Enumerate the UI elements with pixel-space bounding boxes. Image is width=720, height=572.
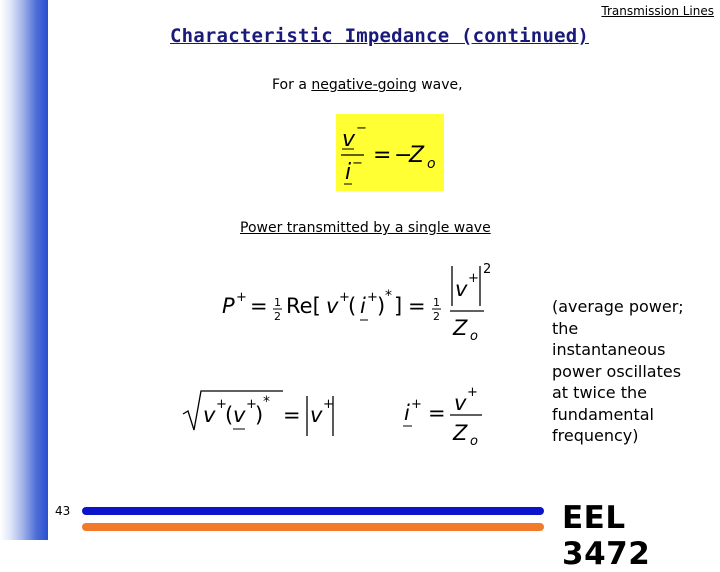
svg-text:2: 2 <box>483 262 492 277</box>
footer-orange-bar <box>82 523 544 531</box>
svg-text:=: = <box>408 294 426 318</box>
page-number: 43 <box>55 504 71 518</box>
svg-text:v: v <box>455 277 468 301</box>
svg-text:+: + <box>246 397 257 412</box>
svg-text:i: i <box>345 160 352 185</box>
header-title: Transmission Lines <box>601 4 714 18</box>
svg-text:+: + <box>367 290 378 305</box>
svg-text:−: − <box>352 156 363 171</box>
svg-text:v: v <box>310 403 323 427</box>
svg-text:o: o <box>470 329 478 344</box>
svg-text:2: 2 <box>274 310 281 323</box>
svg-text:P: P <box>222 294 235 318</box>
svg-text:=: = <box>250 294 268 318</box>
svg-text:1: 1 <box>274 296 281 309</box>
svg-text:): ) <box>255 403 264 427</box>
svg-text:=: = <box>428 401 446 425</box>
svg-text:i: i <box>360 294 366 318</box>
svg-text:v: v <box>326 294 339 318</box>
left-gradient-sidebar <box>0 0 48 540</box>
svg-text:v: v <box>342 127 356 152</box>
footer-blue-bar <box>82 507 544 515</box>
svg-text:Re[: Re[ <box>286 294 321 318</box>
svg-text:+: + <box>411 397 422 412</box>
svg-text:+: + <box>236 290 247 305</box>
slide-title: Characteristic Impedance (continued) <box>170 25 590 47</box>
svg-text:=: = <box>373 143 392 168</box>
intro-negative-going: negative-going <box>311 77 417 93</box>
svg-text:): ) <box>377 294 386 318</box>
svg-text:+: + <box>468 271 479 286</box>
svg-text:2: 2 <box>433 310 440 323</box>
svg-text:+: + <box>467 385 478 400</box>
course-code: EEL 3472 <box>562 500 651 572</box>
intro-line <box>272 77 463 93</box>
svg-text:+: + <box>323 397 334 412</box>
intro-prefix: For a <box>272 77 312 93</box>
svg-text:*: * <box>385 288 392 304</box>
svg-text:(: ( <box>225 403 234 427</box>
intro-suffix: wave, <box>416 77 463 93</box>
svg-text:(: ( <box>348 294 357 318</box>
magnitude-equation <box>183 386 343 446</box>
svg-text:]: ] <box>394 294 403 318</box>
svg-text:−: − <box>356 121 367 136</box>
svg-text:Z: Z <box>453 421 468 445</box>
power-heading: Power transmitted by a single wave <box>240 220 491 236</box>
svg-text:v: v <box>203 403 216 427</box>
svg-text:+: + <box>339 290 350 305</box>
svg-text:*: * <box>263 394 270 410</box>
svg-text:o: o <box>470 434 478 449</box>
power-equation <box>222 258 512 348</box>
svg-text:Z: Z <box>409 143 425 168</box>
impedance-equation-highlight <box>336 114 444 191</box>
svg-text:1: 1 <box>433 296 440 309</box>
svg-text:−: − <box>394 143 413 168</box>
svg-text:=: = <box>283 403 301 427</box>
svg-text:o: o <box>427 156 436 172</box>
svg-text:i: i <box>404 401 410 425</box>
svg-text:Z: Z <box>453 316 468 340</box>
average-power-note: (average power; the instantaneous power oscillates at twice the fundamental frequency) <box>552 297 684 445</box>
impedance-equation <box>336 114 444 191</box>
svg-text:v: v <box>233 403 246 427</box>
svg-text:v: v <box>454 391 467 415</box>
svg-text:+: + <box>216 397 227 412</box>
current-equation <box>402 384 502 454</box>
